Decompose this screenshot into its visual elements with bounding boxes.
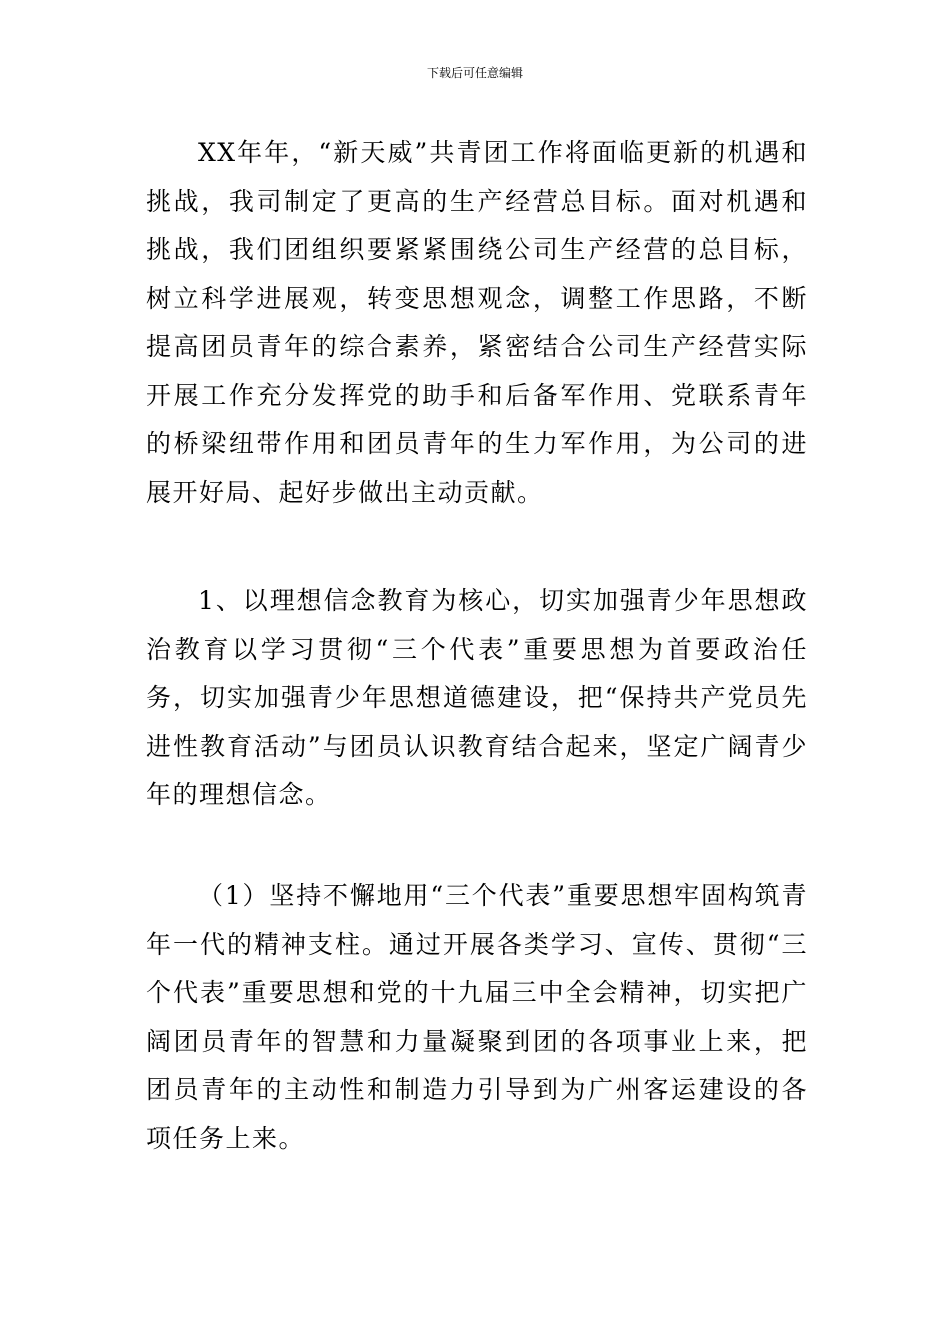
header-note: 下载后可任意编辑 bbox=[426, 66, 523, 80]
paragraph-section-1: 1、以理想信念教育为核心，切实加强青少年思想政治教育以学习贯彻“三个代表”重要思想为首要政治任务，切实加强青少年思想道德建设，把“保持共产党员先进性教育活动”与团员认识教育结合起来，坚定广阔青少年的理想信念。 bbox=[146, 586, 808, 809]
paragraph-section-1-1: （1）坚持不懈地用“三个代表”重要思想牢固构筑青年一代的精神支柱。通过开展各类学习、宣传、贯彻“三个代表”重要思想和党的十九届三中全会精神，切实把广阔团员青年的智慧和力量凝聚到团的各项事业上来，把团员青年的主动性和制造力引导到为广州客运建设的各项任务上来。 bbox=[146, 881, 808, 1153]
paragraph-intro: XX年年，“新天威”共青团工作将面临更新的机遇和挑战，我司制定了更高的生产经营总目标。面对机遇和挑战，我们团组织要紧紧围绕公司生产经营的总目标，树立科学进展观，转变思想观念，调整工作思路，不断提高团员青年的综合素养，紧密结合公司生产经营实际开展工作充分发挥党的助手和后备军作用、党联系青年的桥梁纽带作用和团员青年的生力军作用，为公司的进展开好局、起好步做出主动贡献。 bbox=[146, 138, 808, 507]
